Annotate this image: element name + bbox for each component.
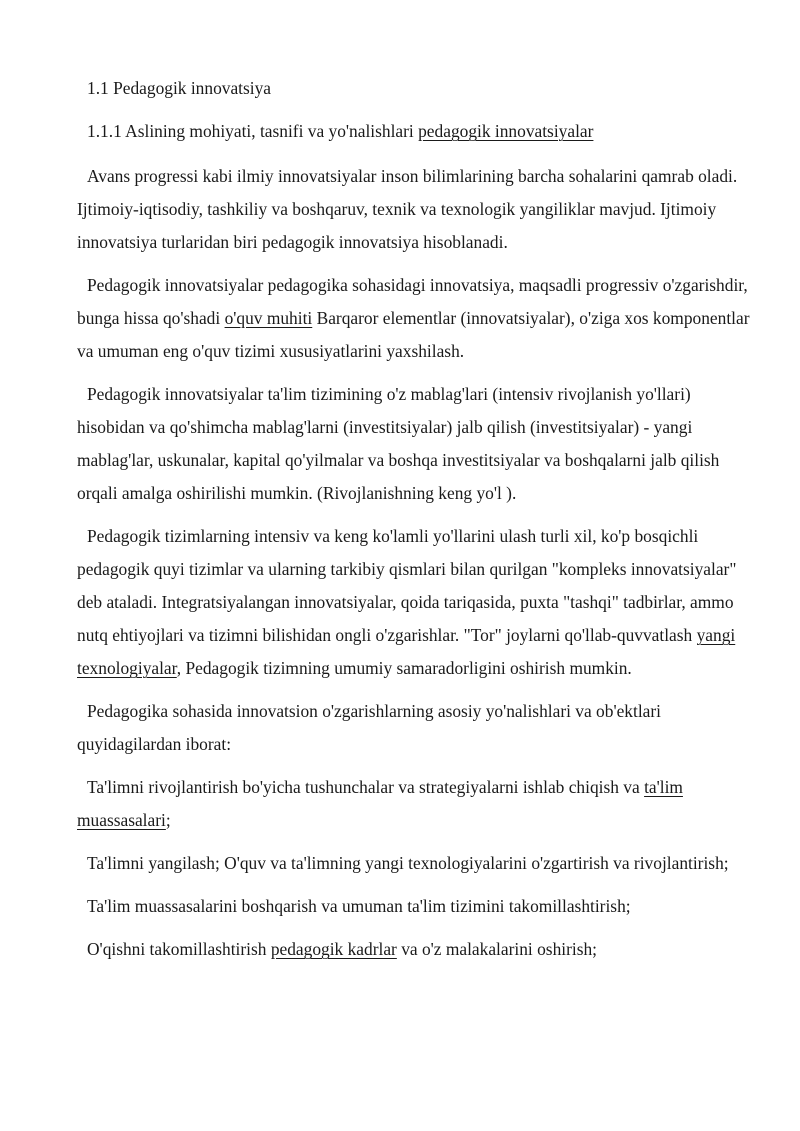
list-item-1 (77, 771, 750, 837)
list-item-1-text-a: Ta'limni rivojlantirish bo'yicha tushunchalar va strategiyalarni ishlab chiqish va (87, 777, 645, 797)
paragraph-2-text-a: Pedagogik innovatsiyalar pedagogika sohasidagi innovatsiya, maqsadli progressiv o'zgarishdir, bunga hissa qo'shadi (77, 275, 748, 328)
link-yangi-texnologiyalar[interactable]: yangi texnologiyalar (77, 625, 736, 678)
subsection-heading (77, 115, 750, 148)
list-item-1-text-b: ; (165, 810, 171, 830)
paragraph-2 (77, 269, 750, 368)
list-item-4-text-a: O'qishni takomillashtirish (87, 939, 271, 959)
list-item-4-text-b: va o'z malakalarini oshirish; (396, 939, 598, 959)
list-item-4 (77, 933, 750, 966)
link-pedagogik-kadrlar[interactable]: pedagogik kadrlar (270, 939, 397, 959)
paragraph-4 (77, 520, 750, 685)
link-oquv-muhiti[interactable]: o'quv muhiti (224, 308, 313, 328)
subsection-heading-text: 1.1.1 Aslining mohiyati, tasnifi va yo'nalishlari (87, 121, 419, 141)
link-talim-muassasalari[interactable]: ta'lim muassasalari (77, 777, 683, 830)
paragraph-2-text-b: Barqaror elementlar (innovatsiyalar), o'ziga xos komponentlar va umuman eng o'quv tizimi xususiyatlarini yaxshilash. (77, 308, 750, 361)
list-item-2: Ta'limni yangilash; O'quv va ta'limning yangi texnologiyalarini o'zgartirish va rivojlantirish; (87, 853, 729, 873)
paragraph-1: Avans progressi kabi ilmiy innovatsiyalar inson bilimlarining barcha sohalarini qamrab oladi. Ijtimoiy-iqtisodiy, tashkiliy va boshqaruv, texnik va texnologik yangiliklar mavjud. Ijtimoiy innovatsiya turlaridan biri pedagogik innovatsiya hisoblanadi. (77, 166, 738, 252)
link-pedagogik-innovatsiyalar[interactable]: pedagogik innovatsiyalar (418, 121, 594, 141)
paragraph-4-text-b: , Pedagogik tizimning umumiy samaradorligini oshirish mumkin. (176, 658, 632, 678)
section-heading-text: 1.1 Pedagogik innovatsiya (87, 78, 272, 98)
paragraph-5: Pedagogika sohasida innovatsion o'zgarishlarning asosiy yo'nalishlari va ob'ektlari quyidagilardan iborat: (77, 701, 661, 754)
paragraph-3: Pedagogik innovatsiyalar ta'lim tizimining o'z mablag'lari (intensiv rivojlanish yo'llari) hisobidan va qo'shimcha mablag'larni (investitsiyalar) jalb qilish (investitsiyalar) - yangi mablag'lar, uskunalar, kapital qo'yilmalar va boshqa investitsiyalar va boshqalarni jalb qilish orqali amalga oshirilishi mumkin. (Rivojlanishning keng yo'l ). (77, 384, 720, 503)
section-heading (77, 72, 750, 105)
paragraph-4-text-a: Pedagogik tizimlarning intensiv va keng ko'lamli yo'llarini ulash turli xil, ko'p bosqichli pedagogik quyi tizimlar va ularning tarkibiy qismlari bilan qurilgan "kompleks innovatsiyalar" deb ataladi. Integratsiyalangan innovatsiyalar, qoida tariqasida, puxta "tashqi" tadbirlar, ammo nutq ehtiyojlari va tizimni bilishidan ongli o'zgarishlar. "Tor" joylarni qo'llab-quvvatlash (77, 526, 737, 645)
list-item-3: Ta'lim muassasalarini boshqarish va umuman ta'lim tizimini takomillashtirish; (87, 896, 631, 916)
